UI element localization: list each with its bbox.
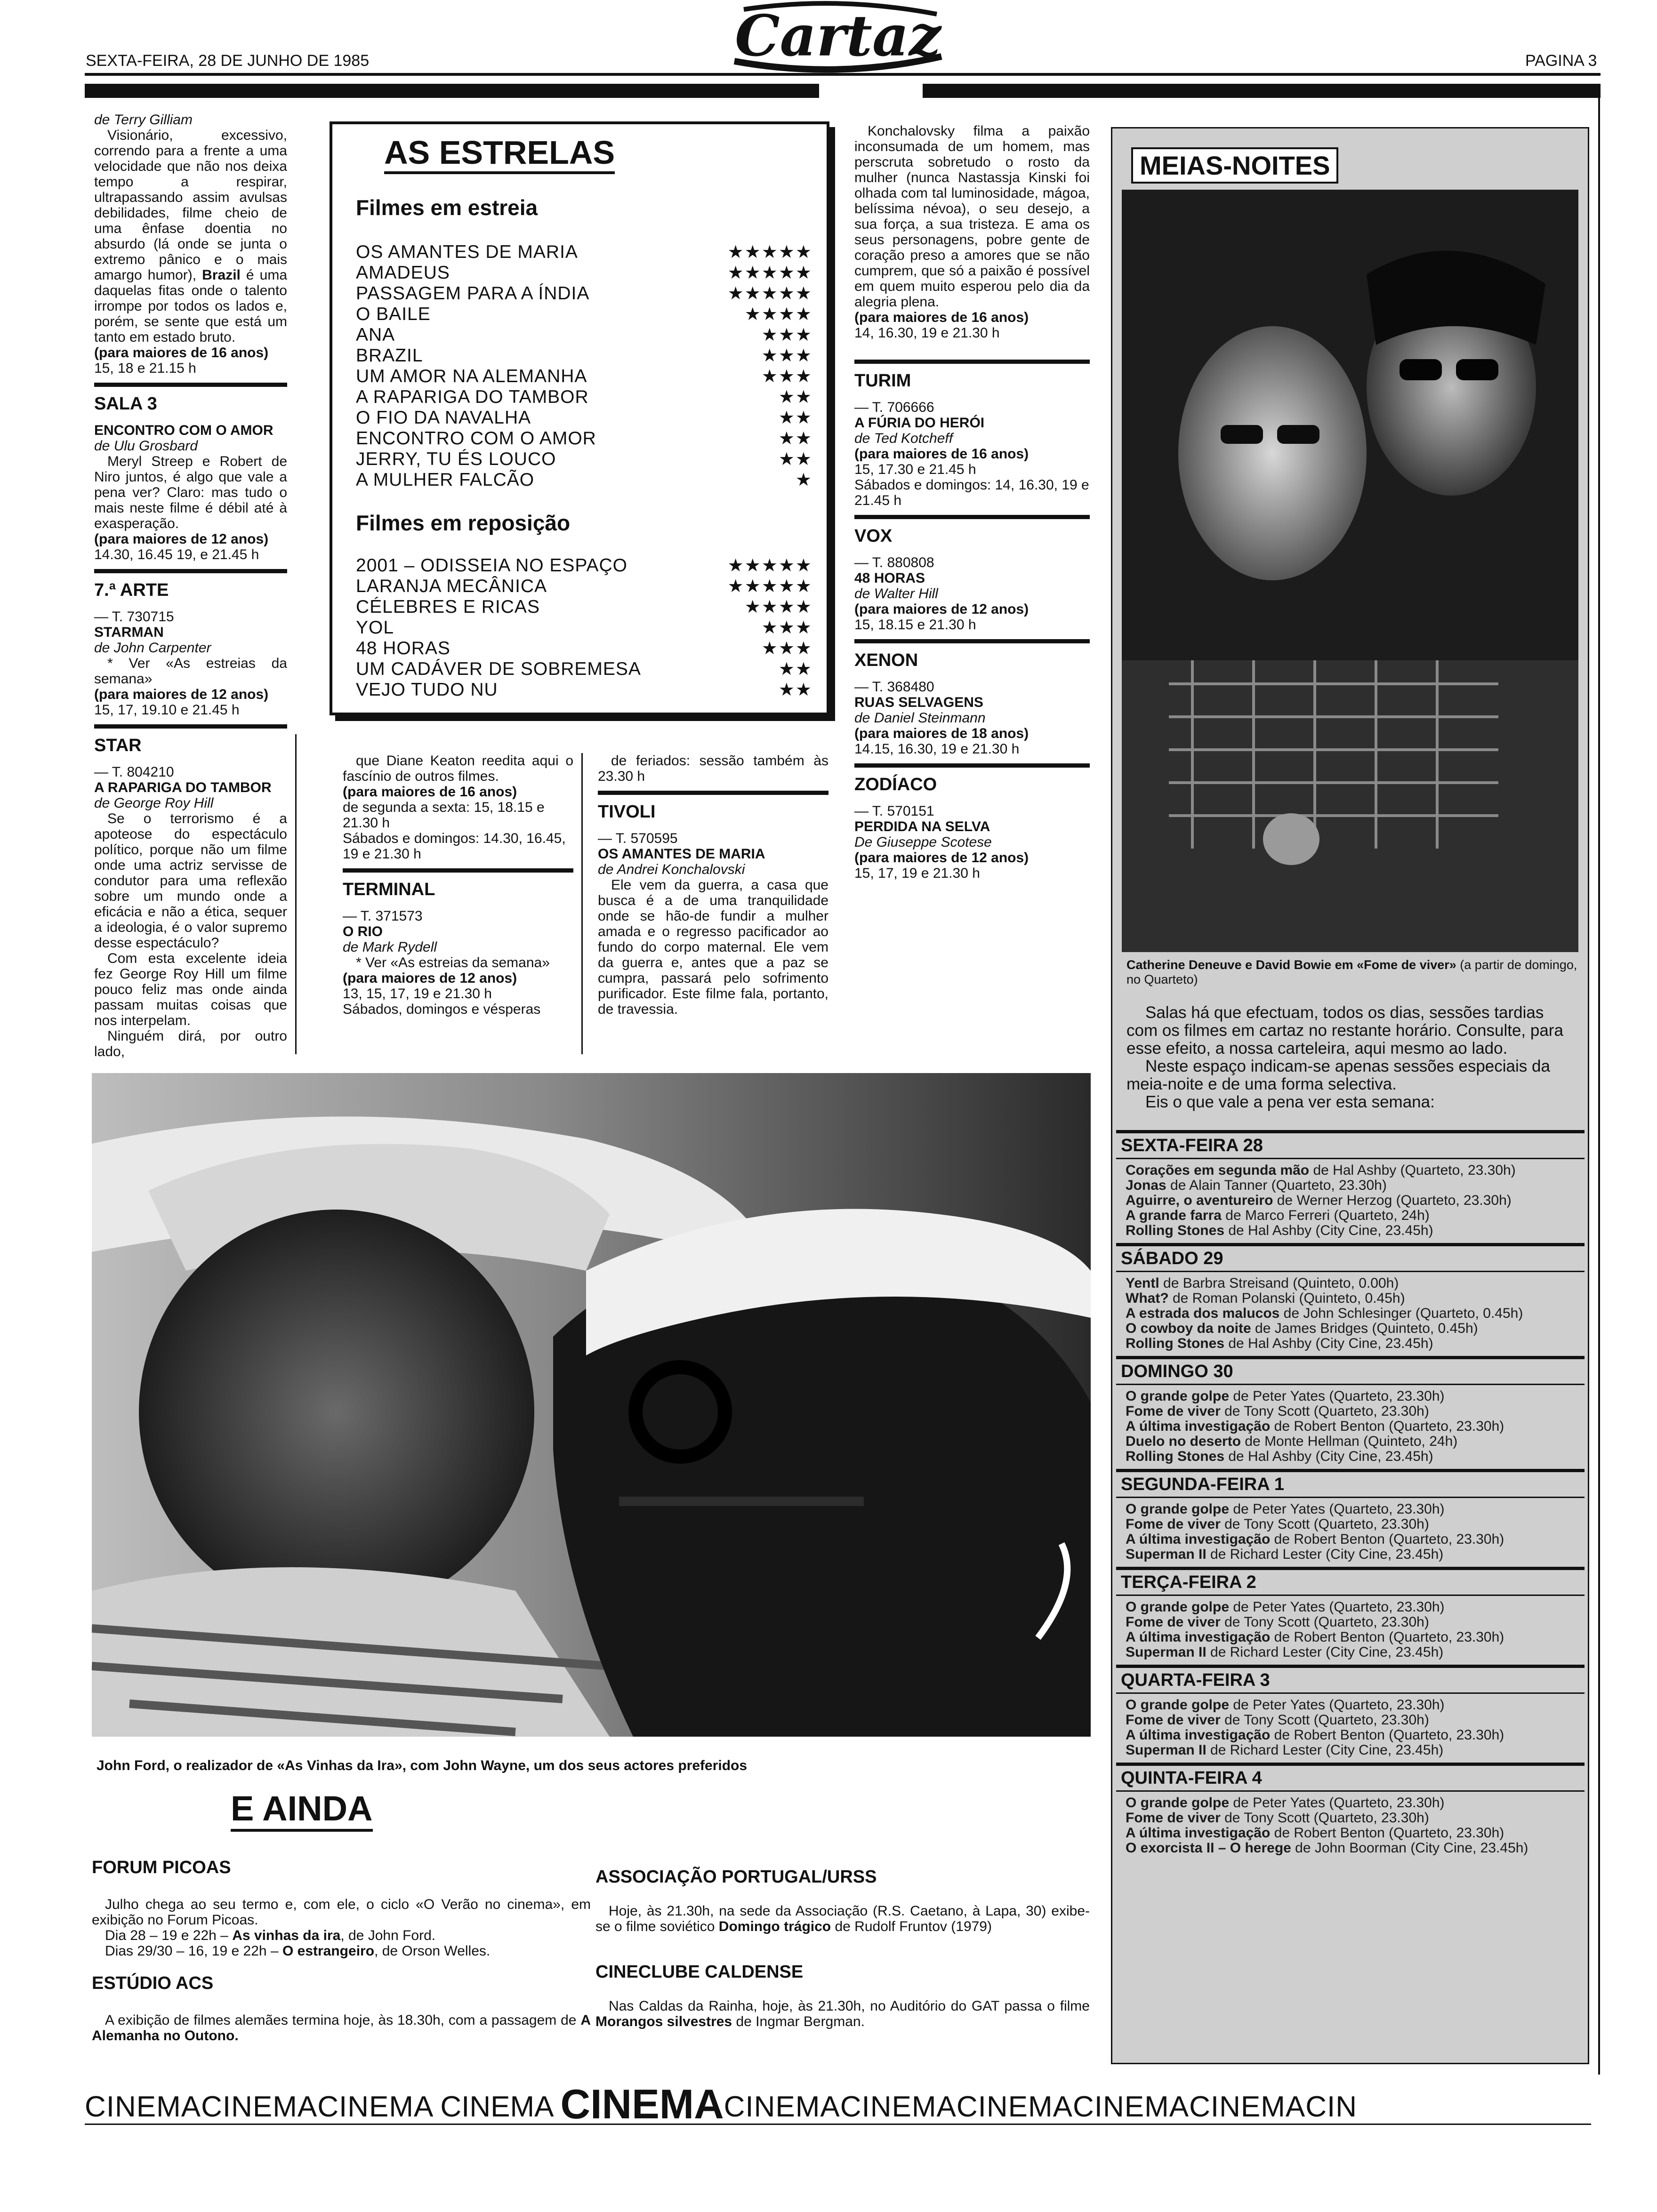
turim-phone: — T. 706666 [854, 400, 934, 415]
estreia-title: ENCONTRO COM O AMOR [356, 428, 596, 449]
star-phone: — T. 804210 [94, 764, 174, 780]
footer-word-3: CINEMA [560, 2086, 724, 2125]
estreia-row [356, 345, 812, 366]
urss-text: Hoje, às 21.30h, na sede da Associação (R.S. Caetano, à Lapa, 30) exibe-se o filme soviético Domingo trágico de Rudolf Fruntov (1979) [595, 1903, 1090, 1934]
turim-times-2: Sábados e domingos: 14, 16.30, 19 e 21.45 h [854, 477, 1089, 508]
xenon-phone: — T. 368480 [854, 679, 934, 695]
estreia-row [356, 387, 812, 408]
meias-session-item: O cowboy da noite de James Bridges (Quinteto, 0.45h) [1126, 1321, 1478, 1336]
page-border-right [1598, 84, 1600, 2075]
footer-word-2: CINEMA [440, 2091, 554, 2123]
col2-cont: que Diane Keaton reedita aqui o fascínio de outros filmes. [343, 753, 573, 784]
meias-day-heading: SÁBADO 29 [1116, 1243, 1585, 1272]
reposicao-list [356, 555, 812, 700]
estreia-row [356, 428, 812, 449]
vox-director: de Walter Hill [854, 586, 938, 601]
estreia-row [356, 408, 812, 428]
meias-session-item: A grande farra de Marco Ferreri (Quarteto, 24h) [1126, 1208, 1430, 1223]
estrelas-sub-reposicao: Filmes em reposição [356, 511, 571, 535]
xenon-heading: XENON [854, 639, 1090, 671]
forum-text: Julho chega ao seu termo e, com ele, o ciclo «O Verão no cinema», em exibição no Forum Picoas. [92, 1897, 591, 1928]
acs-text: A exibição de filmes alemães termina hoje, às 18.30h, com a passagem de A Alemanha no Outono. [92, 2012, 591, 2044]
sala3-director: de Ulu Grosbard [94, 438, 198, 454]
estreia-row [356, 242, 812, 263]
estreia-stars: ★★ [778, 408, 812, 428]
meias-intro-1: Salas há que efectuam, todos os dias, sessões tardias com os filmes em cartaz no restante horário. Consulte, para esse efeito, a nossa carteleira, aqui mesmo ao lado. [1126, 1003, 1563, 1058]
estreia-title: BRAZIL [356, 345, 423, 366]
estreia-title: UM AMOR NA ALEMANHA [356, 366, 587, 386]
meias-session-item: Fome de viver de Tony Scott (Quarteto, 23.30h) [1126, 1810, 1429, 1826]
meias-session-item: Yentl de Barbra Streisand (Quinteto, 0.00h) [1126, 1275, 1399, 1291]
meias-session-item: Superman II de Richard Lester (City Cine, 23.45h) [1126, 1742, 1444, 1758]
reposicao-stars: ★★ [778, 659, 812, 679]
estreia-stars: ★★★★★ [727, 242, 812, 262]
estreia-title: A RAPARIGA DO TAMBOR [356, 387, 589, 407]
e-ainda-title: E AINDA [231, 1788, 373, 1832]
tivoli-phone: — T. 570595 [598, 831, 678, 846]
meias-session-item: Fome de viver de Tony Scott (Quarteto, 23.30h) [1126, 1516, 1429, 1532]
estreia-row [356, 263, 812, 283]
vox-heading: VOX [854, 515, 1090, 546]
reposicao-title: CÉLEBRES E RICAS [356, 597, 540, 617]
zodiaco-rating: (para maiores de 12 anos) [854, 850, 1029, 866]
star-director: de George Roy Hill [94, 795, 214, 811]
reposicao-stars: ★★★★★ [727, 556, 812, 576]
e-ainda-left [92, 1854, 591, 2044]
header-date: SEXTA-FEIRA, 28 DE JUNHO DE 1985 [86, 52, 370, 70]
meias-session-item: O grande golpe de Peter Yates (Quarteto, 23.30h) [1126, 1795, 1445, 1811]
zodiaco-times: 15, 17, 19 e 21.30 h [854, 866, 980, 881]
reposicao-stars: ★★ [778, 680, 812, 700]
estreia-row [356, 325, 812, 345]
turim-heading: TURIM [854, 360, 1090, 391]
estreia-list [356, 242, 812, 490]
meias-session-item: O exorcista II – O herege de John Boorman (City Cine, 23.45h) [1126, 1840, 1528, 1856]
photo-main-caption: John Ford, o realizador de «As Vinhas da Ira», com John Wayne, um dos seus actores preferidos [97, 1758, 748, 1773]
brazil-review: Visionário, excessivo, correndo para a frente a uma velocidade que não nos deixa tempo a respirar, ultrapassando assim avulsas debilidades, filme cheio de uma ênfase doentia no absurdo (lá onde se junta o extremo pânico e o mais amargo humor), Brazil é uma daquelas fitas onde o talento irrompe por todos os lados e, porém, se sente que está um tanto em estado bruto. [94, 128, 287, 345]
col4-cont-rating: (para maiores de 16 anos) [854, 310, 1029, 325]
star-film: A RAPARIGA DO TAMBOR [94, 780, 272, 795]
terminal-times-2: Sábados, domingos e vésperas [343, 1002, 541, 1017]
estrelas-sub-estreia: Filmes em estreia [356, 195, 538, 220]
star-heading: STAR [94, 724, 287, 756]
meias-session-item: A estrada dos malucos de John Schlesinger (Quarteto, 0.45h) [1126, 1306, 1523, 1321]
estrelas-box [330, 121, 829, 715]
reposicao-title: 2001 – ODISSEIA NO ESPAÇO [356, 555, 628, 576]
turim-rating: (para maiores de 16 anos) [854, 446, 1029, 462]
estreia-title: OS AMANTES DE MARIA [356, 242, 578, 262]
reposicao-title: 48 HORAS [356, 638, 450, 658]
meias-day-heading: SEXTA-FEIRA 28 [1116, 1130, 1585, 1159]
reposicao-title: LARANJA MECÂNICA [356, 576, 547, 596]
reposicao-stars: ★★★ [761, 618, 812, 638]
reposicao-row [356, 576, 812, 597]
footer-word-4: CINEMACINEMACINEMACINEMACINEMACIN [724, 2091, 1358, 2123]
vox-film: 48 HORAS [854, 570, 925, 586]
estreia-stars: ★ [795, 470, 812, 490]
reposicao-row [356, 555, 812, 576]
meias-session-item: A última investigação de Robert Benton (Quarteto, 23.30h) [1126, 1825, 1504, 1841]
vox-phone: — T. 880808 [854, 555, 934, 570]
arte-rating: (para maiores de 12 anos) [94, 687, 269, 702]
meias-session-item: Rolling Stones de Hal Ashby (City Cine, 23.45h) [1126, 1223, 1433, 1238]
column-3 [598, 753, 828, 1017]
meias-intro-3: Eis o que vale a pena ver esta semana: [1145, 1093, 1435, 1111]
brazil-rating: (para maiores de 16 anos) [94, 345, 269, 361]
col4-cont-times: 14, 16.30, 19 e 21.30 h [854, 325, 1000, 341]
caldense-text: Nas Caldas da Rainha, hoje, às 21.30h, no Auditório do GAT passa o filme Morangos silvestres de Ingmar Bergman. [595, 1998, 1090, 2029]
turim-film: A FÚRIA DO HERÓI [854, 415, 985, 431]
meias-session-item: What? de Roman Polanski (Quinteto, 0.45h) [1126, 1290, 1405, 1306]
column-rule-2 [581, 753, 583, 1054]
meias-session-item: Aguirre, o aventureiro de Werner Herzog (Quarteto, 23.30h) [1126, 1193, 1512, 1208]
sala3-film: ENCONTRO COM O AMOR [94, 423, 273, 438]
col4-cont: Konchalovsky filma a paixão inconsumada de um homem, mas perscruta sobretudo o rosto da mulher (nunca Nastassja Kinski foi olhada com tal luminosidade, mágoa, belíssima névoa), o seu desejo, a sua força, a sua tristeza. E ama os seus personagens, pobre gente de coração preso a amores que se não cumprem, que só a paixão é possível em quem muito esperou pelo dia da alegria plena. [854, 123, 1090, 310]
brazil-times: 15, 18 e 21.15 h [94, 361, 196, 376]
e-ainda-right [595, 1864, 1090, 2029]
acs-heading: ESTÚDIO ACS [92, 1973, 214, 1993]
meias-session-item: Rolling Stones de Hal Ashby (City Cine, 23.45h) [1126, 1336, 1433, 1351]
estreia-row [356, 283, 812, 304]
meias-session-item: Corações em segunda mão de Hal Ashby (Quarteto, 23.30h) [1126, 1162, 1516, 1178]
turim-director: de Ted Kotcheff [854, 431, 953, 446]
meias-session-item: Fome de viver de Tony Scott (Quarteto, 23.30h) [1126, 1614, 1429, 1630]
terminal-times: 13, 15, 17, 19 e 21.30 h [343, 986, 492, 1002]
arte-note: * Ver «As estreias da semana» [94, 656, 287, 687]
meias-session-item: A última investigação de Robert Benton (Quarteto, 23.30h) [1126, 1419, 1504, 1434]
meias-session-item: Rolling Stones de Hal Ashby (City Cine, 23.45h) [1126, 1449, 1433, 1464]
sala3-times: 14.30, 16.45 19, e 21.45 h [94, 547, 259, 562]
meias-session-item: A última investigação de Robert Benton (Quarteto, 23.30h) [1126, 1629, 1504, 1645]
arte-film: STARMAN [94, 625, 164, 640]
xenon-director: de Daniel Steinmann [854, 710, 986, 726]
tivoli-heading: TIVOLI [598, 791, 828, 822]
sala3-rating: (para maiores de 12 anos) [94, 531, 269, 547]
header-rule [85, 73, 1601, 76]
vox-rating: (para maiores de 12 anos) [854, 601, 1029, 617]
reposicao-title: UM CADÁVER DE SOBREMESA [356, 659, 641, 679]
meias-session-item: O grande golpe de Peter Yates (Quarteto, 23.30h) [1126, 1599, 1445, 1615]
turim-times: 15, 17.30 e 21.45 h [854, 462, 976, 477]
meias-session-item: A última investigação de Robert Benton (Quarteto, 23.30h) [1126, 1727, 1504, 1743]
estreia-stars: ★★★★ [744, 305, 812, 324]
meias-days-list [1116, 1125, 1585, 1856]
estreia-row [356, 470, 812, 490]
arte-heading: 7.ª ARTE [94, 569, 287, 601]
star-review-3: Ninguém dirá, por outro lado, [94, 1028, 287, 1059]
arte-phone: — T. 730715 [94, 609, 174, 625]
caldense-heading: CINECLUBE CALDENSE [595, 1962, 804, 1982]
zodiaco-film: PERDIDA NA SELVA [854, 819, 990, 834]
tivoli-director: de Andrei Konchalovski [598, 862, 745, 877]
footer-word-1: CINEMACINEMACINEMA [85, 2091, 434, 2123]
zodiaco-director: De Giuseppe Scotese [854, 834, 992, 850]
reposicao-row [356, 680, 812, 700]
column-1 [94, 112, 287, 1059]
vox-times: 15, 18.15 e 21.30 h [854, 617, 976, 633]
tivoli-review: Ele vem da guerra, a casa que busca é a de uma tranquilidade onde se hão-de fundir a mulher amada e o regresso pacificador ao fundo do corpo maternal. Ele vem da guerra e, antes que a paz se cumpra, passará pelo sofrimento purificador. Este filme fala, portanto, de travessia. [598, 877, 828, 1017]
estreia-row [356, 366, 812, 387]
reposicao-row [356, 617, 812, 638]
photo-john-ford [92, 1073, 1091, 1737]
estreia-title: A MULHER FALCÃO [356, 470, 535, 490]
column-rule-1 [295, 734, 297, 1054]
photo-deneuve-caption: Catherine Deneuve e David Bowie em «Fome de viver» (a partir de domingo, no Quarteto) [1126, 958, 1577, 986]
meias-session-item: Fome de viver de Tony Scott (Quarteto, 23.30h) [1126, 1712, 1429, 1728]
meias-day-heading: TERÇA-FEIRA 2 [1116, 1567, 1585, 1596]
col3-cont: de feriados: sessão também às 23.30 h [598, 753, 828, 784]
estreia-stars: ★★ [778, 387, 812, 407]
meias-session-item: O grande golpe de Peter Yates (Quarteto, 23.30h) [1126, 1501, 1445, 1517]
forum-heading: FORUM PICOAS [92, 1858, 231, 1877]
sala3-review: Meryl Streep e Robert de Niro juntos, é algo que vale a pena ver? Claro: mas tudo o mais neste filme é débil até à exasperação. [94, 454, 287, 531]
reposicao-title: VEJO TUDO NU [356, 680, 498, 700]
estreia-title: O BAILE [356, 304, 431, 324]
estreia-stars: ★★★★★ [727, 263, 812, 283]
estreia-title: PASSAGEM PARA A ÍNDIA [356, 283, 590, 304]
reposicao-stars: ★★★★ [744, 597, 812, 617]
estreia-title: O FIO DA NAVALHA [356, 408, 531, 428]
meias-noites-panel [1111, 127, 1589, 2064]
terminal-film: O RIO [343, 924, 383, 939]
sala3-heading: SALA 3 [94, 383, 287, 414]
tivoli-film: OS AMANTES DE MARIA [598, 846, 765, 862]
terminal-phone: — T. 371573 [343, 908, 423, 924]
zodiaco-heading: ZODÍACO [854, 763, 1090, 795]
brazil-director: de Terry Gilliam [94, 112, 193, 128]
meias-intro [1126, 1004, 1574, 1111]
meias-session-item: Superman II de Richard Lester (City Cine, 23.45h) [1126, 1547, 1444, 1562]
header-thick-bar [923, 84, 1601, 98]
estreia-stars: ★★★ [761, 367, 812, 386]
header-thick-bar-left [85, 84, 819, 98]
estreia-title: AMADEUS [356, 263, 450, 283]
urss-heading: ASSOCIAÇÃO PORTUGAL/URSS [595, 1867, 877, 1887]
meias-day-heading: QUINTA-FEIRA 4 [1116, 1763, 1585, 1792]
arte-times: 15, 17, 19.10 e 21.45 h [94, 702, 240, 718]
meias-session-item: Superman II de Richard Lester (City Cine, 23.45h) [1126, 1644, 1444, 1660]
col2-rating: (para maiores de 16 anos) [343, 784, 517, 800]
column-4 [854, 123, 1090, 881]
zodiaco-phone: — T. 570151 [854, 803, 934, 819]
col2-times: de segunda a sexta: 15, 18.15 e 21.30 h [343, 800, 545, 831]
meias-day-heading: QUARTA-FEIRA 3 [1116, 1665, 1585, 1694]
cartaz-logo [716, 0, 960, 80]
terminal-note: * Ver «As estreias da semana» [356, 955, 550, 970]
meias-session-item: Jonas de Alain Tanner (Quarteto, 23.30h) [1126, 1178, 1387, 1193]
photo-deneuve-bowie [1122, 190, 1578, 952]
reposicao-row [356, 659, 812, 680]
estreia-title: ANA [356, 325, 395, 345]
estreia-stars: ★★ [778, 449, 812, 469]
arte-director: de John Carpenter [94, 640, 211, 656]
meias-session-item: O grande golpe de Peter Yates (Quarteto, 23.30h) [1126, 1388, 1445, 1404]
reposicao-title: YOL [356, 617, 394, 638]
meias-session-item: O grande golpe de Peter Yates (Quarteto, 23.30h) [1126, 1697, 1445, 1713]
estreia-stars: ★★ [778, 429, 812, 449]
terminal-rating: (para maiores de 12 anos) [343, 970, 517, 986]
star-review-2: Com esta excelente ideia fez George Roy Hill um filme pouco feliz mas onde ainda passam muitas coisas que nos interpelam. [94, 951, 287, 1028]
meias-noites-title: MEIAS-NOITES [1131, 147, 1338, 184]
forum-line-2: Dias 29/30 – 16, 19 e 22h – O estrangeiro, de Orson Welles. [105, 1943, 491, 1959]
reposicao-row [356, 638, 812, 659]
star-review: Se o terrorismo é a apoteose do espectáculo político, porque não um filme onde uma actriz servisse de condutor para uma reflexão sobre um mundo onde a eficácia e não a ética, sequer a ideologia, é o valor supremo desse espectáculo? [94, 811, 287, 951]
meias-session-item: Fome de viver de Tony Scott (Quarteto, 23.30h) [1126, 1403, 1429, 1419]
header-page: PAGINA 3 [1525, 52, 1597, 70]
xenon-times: 14.15, 16.30, 19 e 21.30 h [854, 741, 1020, 757]
xenon-rating: (para maiores de 18 anos) [854, 726, 1029, 741]
estreia-title: JERRY, TU ÉS LOUCO [356, 449, 556, 469]
column-2 [343, 753, 573, 1017]
estreia-row [356, 304, 812, 325]
meias-day-heading: SEGUNDA-FEIRA 1 [1116, 1469, 1585, 1498]
estreia-stars: ★★★ [761, 325, 812, 345]
footer-cinema-band [85, 2086, 1591, 2125]
estreia-stars: ★★★ [761, 346, 812, 366]
meias-session-item: Duelo no deserto de Monte Hellman (Quinteto, 24h) [1126, 1434, 1458, 1449]
meias-day-heading: DOMINGO 30 [1116, 1356, 1585, 1385]
reposicao-stars: ★★★★★ [727, 577, 812, 596]
terminal-heading: TERMINAL [343, 868, 573, 900]
reposicao-row [356, 597, 812, 617]
meias-intro-2: Neste espaço indicam-se apenas sessões especiais da meia-noite e de uma forma selectiva. [1126, 1057, 1550, 1093]
terminal-director: de Mark Rydell [343, 939, 437, 955]
forum-line-1: Dia 28 – 19 e 22h – As vinhas da ira, de John Ford. [105, 1928, 436, 1943]
cartaz-logo-text: Cartaz [735, 3, 941, 69]
meias-session-item: A última investigação de Robert Benton (Quarteto, 23.30h) [1126, 1531, 1504, 1547]
estreia-stars: ★★★★★ [727, 284, 812, 304]
reposicao-stars: ★★★ [761, 639, 812, 658]
estrelas-title: AS ESTRELAS [384, 134, 615, 174]
col2-times-2: Sábados e domingos: 14.30, 16.45, 19 e 21.30 h [343, 831, 566, 862]
estreia-row [356, 449, 812, 470]
xenon-film: RUAS SELVAGENS [854, 695, 983, 710]
